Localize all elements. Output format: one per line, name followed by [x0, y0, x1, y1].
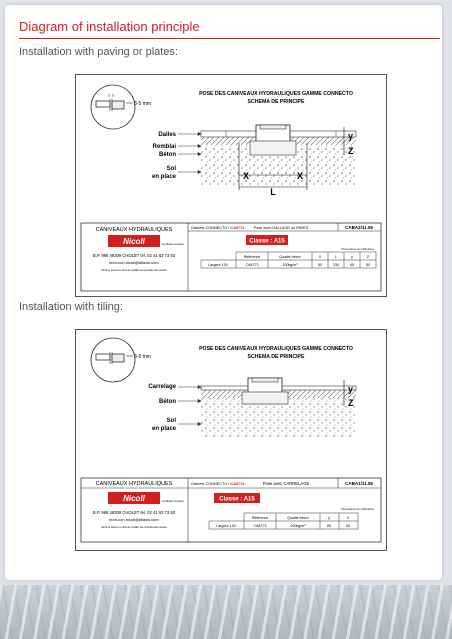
layer-label-beton: Béton [159, 152, 176, 158]
company-name: CANIVEAUX HYDRAULIQUES [95, 227, 173, 233]
dim-y: y [348, 384, 354, 394]
layer-label-sol: Sol [166, 418, 176, 424]
pose-label: Pose avec DALLAGE ou PAVES [253, 226, 309, 230]
detail-magnifier [91, 85, 135, 129]
dim-z: Z [348, 398, 354, 408]
content-card [5, 5, 442, 580]
table-header: y [328, 516, 330, 520]
table-cell: 65 [327, 524, 331, 528]
layer-label-en-place: en place [151, 174, 176, 180]
table-row-label: Largeur 130 [208, 263, 228, 267]
company-address: B.P. 966 49309 CHOLET tél. 02 41 63 73 83 [92, 510, 176, 515]
diagram-paving-svg [76, 75, 386, 296]
layer-label-beton: Béton [159, 399, 176, 405]
range-label: Gamme CONNECTO / CA8773 [191, 482, 245, 486]
gap-dimension-label: 3-5 mm [134, 101, 151, 107]
channel-section [242, 378, 288, 404]
layer-label-en-place: en place [151, 426, 176, 432]
dim-l: L [270, 187, 276, 197]
table-cell: CA8773 [245, 263, 259, 267]
table-cell: CA8773 [253, 524, 267, 528]
table-header: Référence [251, 516, 269, 520]
table-row-label: Largeur 130 [216, 524, 236, 528]
title-divider [19, 38, 440, 39]
fine-print: Nicoll se réserve le droit de modifier ses produits sans préavis [101, 526, 167, 529]
page-title: Diagram of installation principle [19, 19, 200, 34]
layer-label-remblai: Remblai [152, 144, 176, 150]
pose-label: Pose avec CARRELAGE [262, 481, 310, 486]
brand-logo-text: Nicoll [123, 237, 145, 246]
table-cell: 50 [318, 263, 322, 267]
table-header: Qualité béton [287, 516, 309, 520]
dim-x-right: X [296, 171, 304, 181]
table-cell: 65 [350, 263, 354, 267]
table-header: L [335, 255, 337, 259]
table-cell: 50 [366, 263, 370, 267]
drawing-code: CABA1/11.06 [345, 481, 373, 486]
dim-x-left: X [242, 171, 250, 181]
section-heading-tiling: Installation with tiling: [19, 301, 123, 313]
layer-label-sol: Sol [166, 166, 176, 172]
layer-label-carrelage: Carrelage [148, 384, 176, 390]
section-heading-paving: Installation with paving or plates: [19, 46, 178, 58]
detail-magnifier [91, 338, 135, 382]
table-cell: 200kg/m³ [282, 263, 298, 267]
brand-subtitle: by Aliaxis company [162, 243, 185, 246]
table-header: Qualité béton [279, 255, 301, 259]
company-address: B.P. 966 49309 CHOLET tél. 02 41 63 73 83 [92, 253, 176, 258]
gap-dimension-label: 3-5 mm [134, 354, 151, 360]
table-header: Référence [243, 255, 261, 259]
dims-caption: Dimensions en millimètres [341, 247, 374, 251]
footer-texture [0, 585, 452, 639]
brand-subtitle: by Aliaxis company [162, 500, 185, 503]
table-header: Z [366, 255, 370, 259]
drawing-header-line2: SCHEMA DE PRINCIPE [247, 99, 305, 105]
company-email: tech-con.nicoll@aliaxis.com [109, 517, 159, 522]
table-header: X [318, 255, 322, 259]
drawing-header-line1: POSE DES CANIVEAUX HYDRAULIQUES GAMME CONNECTO [199, 346, 353, 352]
diagram-paving [75, 74, 387, 297]
company-email: tech-con.nicoll@aliaxis.com [109, 260, 159, 265]
class-label: Classe : A15 [219, 496, 255, 503]
drawing-header-line1: POSE DES CANIVEAUX HYDRAULIQUES GAMME CONNECTO [199, 91, 353, 97]
table-cell: 230 [333, 263, 339, 267]
drawing-header-line2: SCHEMA DE PRINCIPE [247, 354, 305, 360]
channel-section [250, 125, 296, 155]
layer-label-dalles: Dalles [158, 132, 176, 138]
table-cell: 50 [346, 524, 350, 528]
diagram-tiling [75, 329, 387, 551]
fine-print: Nicoll se réserve le droit de modifier ses produits sans préavis [101, 269, 167, 272]
table-cell: 200kg/m³ [290, 524, 306, 528]
table-header: Z [346, 516, 350, 520]
company-name: CANIVEAUX HYDRAULIQUES [95, 481, 173, 487]
class-label: Classe : A15 [249, 238, 285, 245]
range-label: Gamme CONNECTO / CA8773 [191, 226, 245, 230]
dims-caption: Dimensions en millimètres [341, 507, 374, 511]
table-header: y [351, 255, 353, 259]
dim-z: Z [348, 146, 354, 156]
dim-y: y [348, 131, 354, 141]
diagram-tiling-svg [76, 330, 386, 550]
drawing-code: CABA2/11.06 [345, 225, 373, 230]
brand-logo-text: Nicoll [123, 494, 145, 503]
